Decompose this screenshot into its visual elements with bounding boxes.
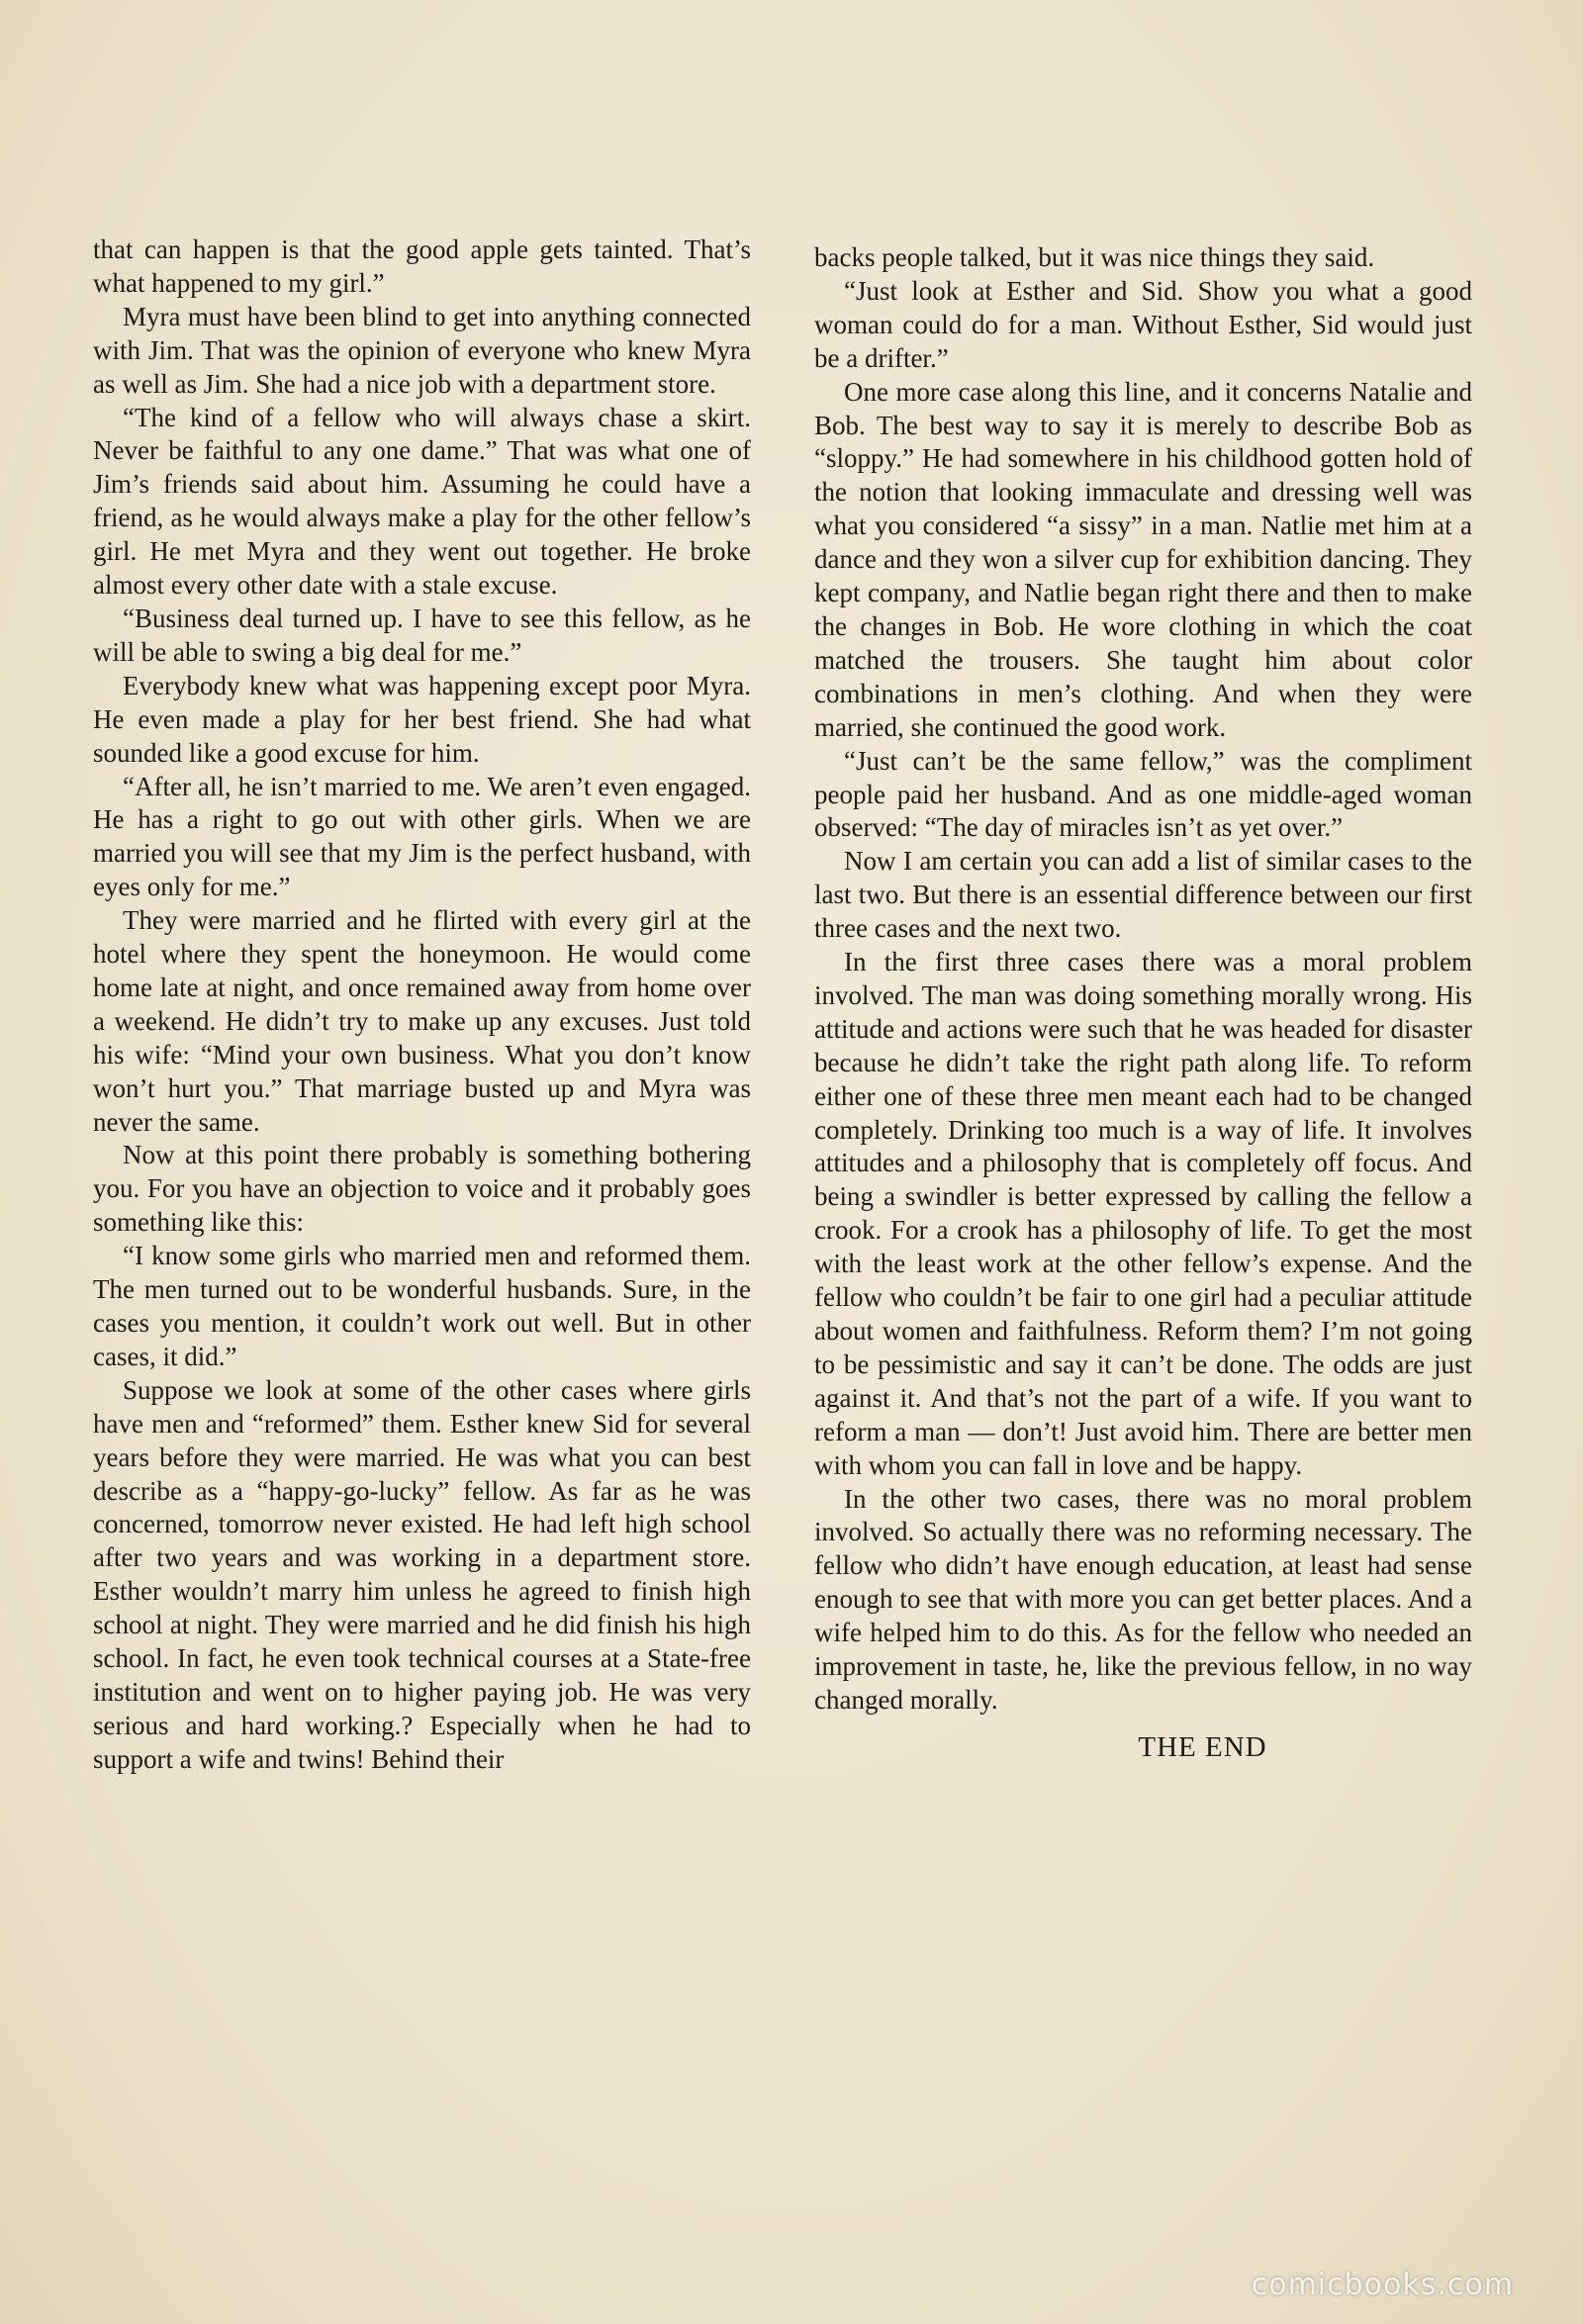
paragraph: “After all, he isn’t married to me. We aren’t even engaged. He has a right to go out with other girls. When we are married you will see that my Jim is the perfect husband, with eyes only for me.” [93,771,751,902]
paragraph: Now I am certain you can add a list of similar cases to the last two. But there is an essential difference between our first three cases and the next two. [814,846,1472,944]
right-column [814,241,1472,1765]
paragraph: One more case along this line, and it concerns Natalie and Bob. The best way to say it is merely to describe Bob as “sloppy.” He had somewhere in his childhood gotten hold of the notion that looking immaculate and dressing well was what you considered “a sissy” in a man. Natlie met him at a dance and they won a silver cup for exhibition dancing. They kept company, and Natlie began right there and then to make the changes in Bob. He wore clothing in which the coat matched the trousers. She taught him about color combinations in men’s clothing. And when they were married, she continued the good work. [814,376,1472,742]
paragraph: “Just can’t be the same fellow,” was the compliment people paid her husband. And as one middle-aged woman observed: “The day of miracles isn’t as yet over.” [814,745,1472,843]
paragraph: “I know some girls who married men and reformed them. The men turned out to be wonderful husbands. Sure, in the cases you mention, it couldn’t work out well. But in other cases, it did.” [93,1241,751,1371]
paragraph: In the other two cases, there was no moral problem involved. So actually there was no reforming necessary. The fellow who didn’t have enough education, at least had sense enough to see that with more you can get better places. And a wife helped him to do this. As for the fellow who needed an improvement in taste, he, like the previous fellow, in no way changed morally. [814,1483,1472,1715]
paragraph: In the first three cases there was a moral problem involved. The man was doing something morally wrong. His attitude and actions were such that he was headed for disaster because he didn’t take the right path along life. To reform either one of these three men meant each had to be changed completely. Drinking too much is a way of life. It involves attitudes and a philosophy that is completely off focus. And being a swindler is better expressed by calling the fellow a crook. For a crook has a philosophy of life. To get the most with the least work at the other fellow’s expense. And the fellow who couldn’t be fair to one girl had a peculiar attitude about women and faithfulness. Reform them? I’m not going to be pessimistic and say it can’t be done. The odds are just against it. And that’s not the part of a wife. If you want to reform a man — don’t! Just avoid him. There are better men with whom you can fall in love and be happy. [814,947,1472,1480]
paragraph: that can happen is that the good apple gets tainted. That’s what happened to my girl.” [93,234,751,298]
paragraph: “The kind of a fellow who will always chase a skirt. Never be faithful to any one dame.” That was what one of Jim’s friends said about him. Assuming he could have a friend, as he would always make a play for the other fellow’s girl. He met Myra and they went out together. He broke almost every other date with a stale excuse. [93,402,751,601]
paragraph: Suppose we look at some of the other cases where girls have men and “reformed” them. Esther knew Sid for several years before they were married. He was what you can best describe as a “happy-go-lucky” fellow. As far as he was concerned, tomorrow never existed. He had left high school after two years and was working in a department store. Esther wouldn’t marry him unless he agreed to finish high school at night. They were married and he did finish his high school. In fact, he even took technical courses at a State-free institution and went on to higher paying job. He was very serious and hard working.? Especially when he had to support a wife and twins! Behind their [93,1374,751,1774]
paragraph: They were married and he flirted with every girl at the hotel where they spent the honeymoon. He would come home late at night, and once remained away from home over a weekend. He didn’t try to make up any excuses. Just told his wife: “Mind your own business. What you don’t know won’t hurt you.” That marriage busted up and Myra was never the same. [93,905,751,1137]
site-watermark: comicbooks.com [1251,2268,1514,2302]
the-end-label: THE END [1138,1730,1267,1763]
paragraph: Myra must have been blind to get into anything connected with Jim. That was the opinion of everyone who knew Myra as well as Jim. She had a nice job with a department store. [93,301,751,399]
paragraph: “Just look at Esther and Sid. Show you what a good woman could do for a man. Without Esther, Sid would just be a drifter.” [814,275,1472,373]
left-column [93,233,751,1777]
paragraph: Now at this point there probably is something bothering you. For you have an objection to voice and it probably goes something like this: [93,1140,751,1238]
paragraph: backs people talked, but it was nice things they said. [814,242,1375,272]
paragraph: “Business deal turned up. I have to see this fellow, as he will be able to swing a big deal for me.” [93,603,751,667]
paragraph: Everybody knew what was happening except poor Myra. He even made a play for her best friend. She had what sounded like a good excuse for him. [93,670,751,768]
